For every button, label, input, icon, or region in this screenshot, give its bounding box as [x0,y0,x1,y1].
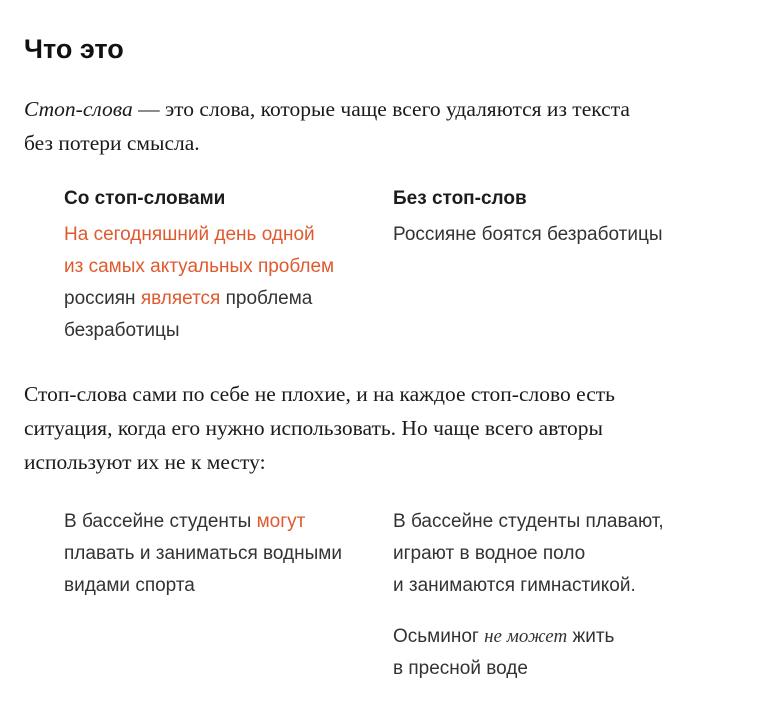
column-bad-example [64,506,393,685]
column-header-with-stopwords: Со стоп-словами [64,188,226,209]
text-segment: проблема [220,288,313,309]
text-segment: плавать и заниматься водными [64,543,342,564]
text-segment: В бассейне студенты плавают, [393,511,664,532]
text-segment: не может [484,626,568,647]
good-example-text-2 [393,621,723,685]
text-segment: играют в водное поло [393,543,586,564]
good-example-text-1 [393,506,723,602]
text-segment: Осьминог [393,626,485,647]
column-without-stopwords [393,187,723,347]
comparison-block-2 [64,506,743,685]
text-segment: ситуация, когда его нужно использовать. Но чаще всего авторы [24,416,603,440]
middle-paragraph [24,377,743,479]
text-segment: жить [567,626,615,647]
text-segment: безработицы [64,320,180,341]
intro-paragraph [24,92,743,160]
text-segment: россиян [64,288,141,309]
stopword-highlight: является [140,288,221,309]
stopword-highlight: из самых актуальных проблем [64,256,335,277]
example-without-stopwords [393,219,723,251]
example-with-stopwords [64,219,373,347]
text-segment: в пресной воде [393,658,528,679]
bad-example-text [64,506,373,602]
stopword-highlight: На сегодняшний день одной [64,224,315,245]
stopword-highlight: могут [256,511,306,532]
text-segment: видами спорта [64,575,195,596]
text-segment: В бассейне студенты [64,511,257,532]
text-segment: и занимаются гимнастикой. [393,575,636,596]
text-segment: без потери смысла. [24,131,200,155]
text-segment: используют их не к месту: [24,450,266,474]
text-segment: — это слова, которые чаще всего удаляются из текста [132,97,630,121]
text-segment: Россияне боятся безработицы [393,224,663,245]
comparison-block-1 [64,187,743,347]
column-with-stopwords [64,187,393,347]
text-segment: Стоп-слова [24,97,133,121]
column-good-example [393,506,723,685]
text-segment: Стоп-слова сами по себе не плохие, и на каждое стоп-слово есть [24,382,615,406]
column-header-without-stopwords: Без стоп-слов [393,188,527,209]
page-title: Что это [24,34,124,64]
